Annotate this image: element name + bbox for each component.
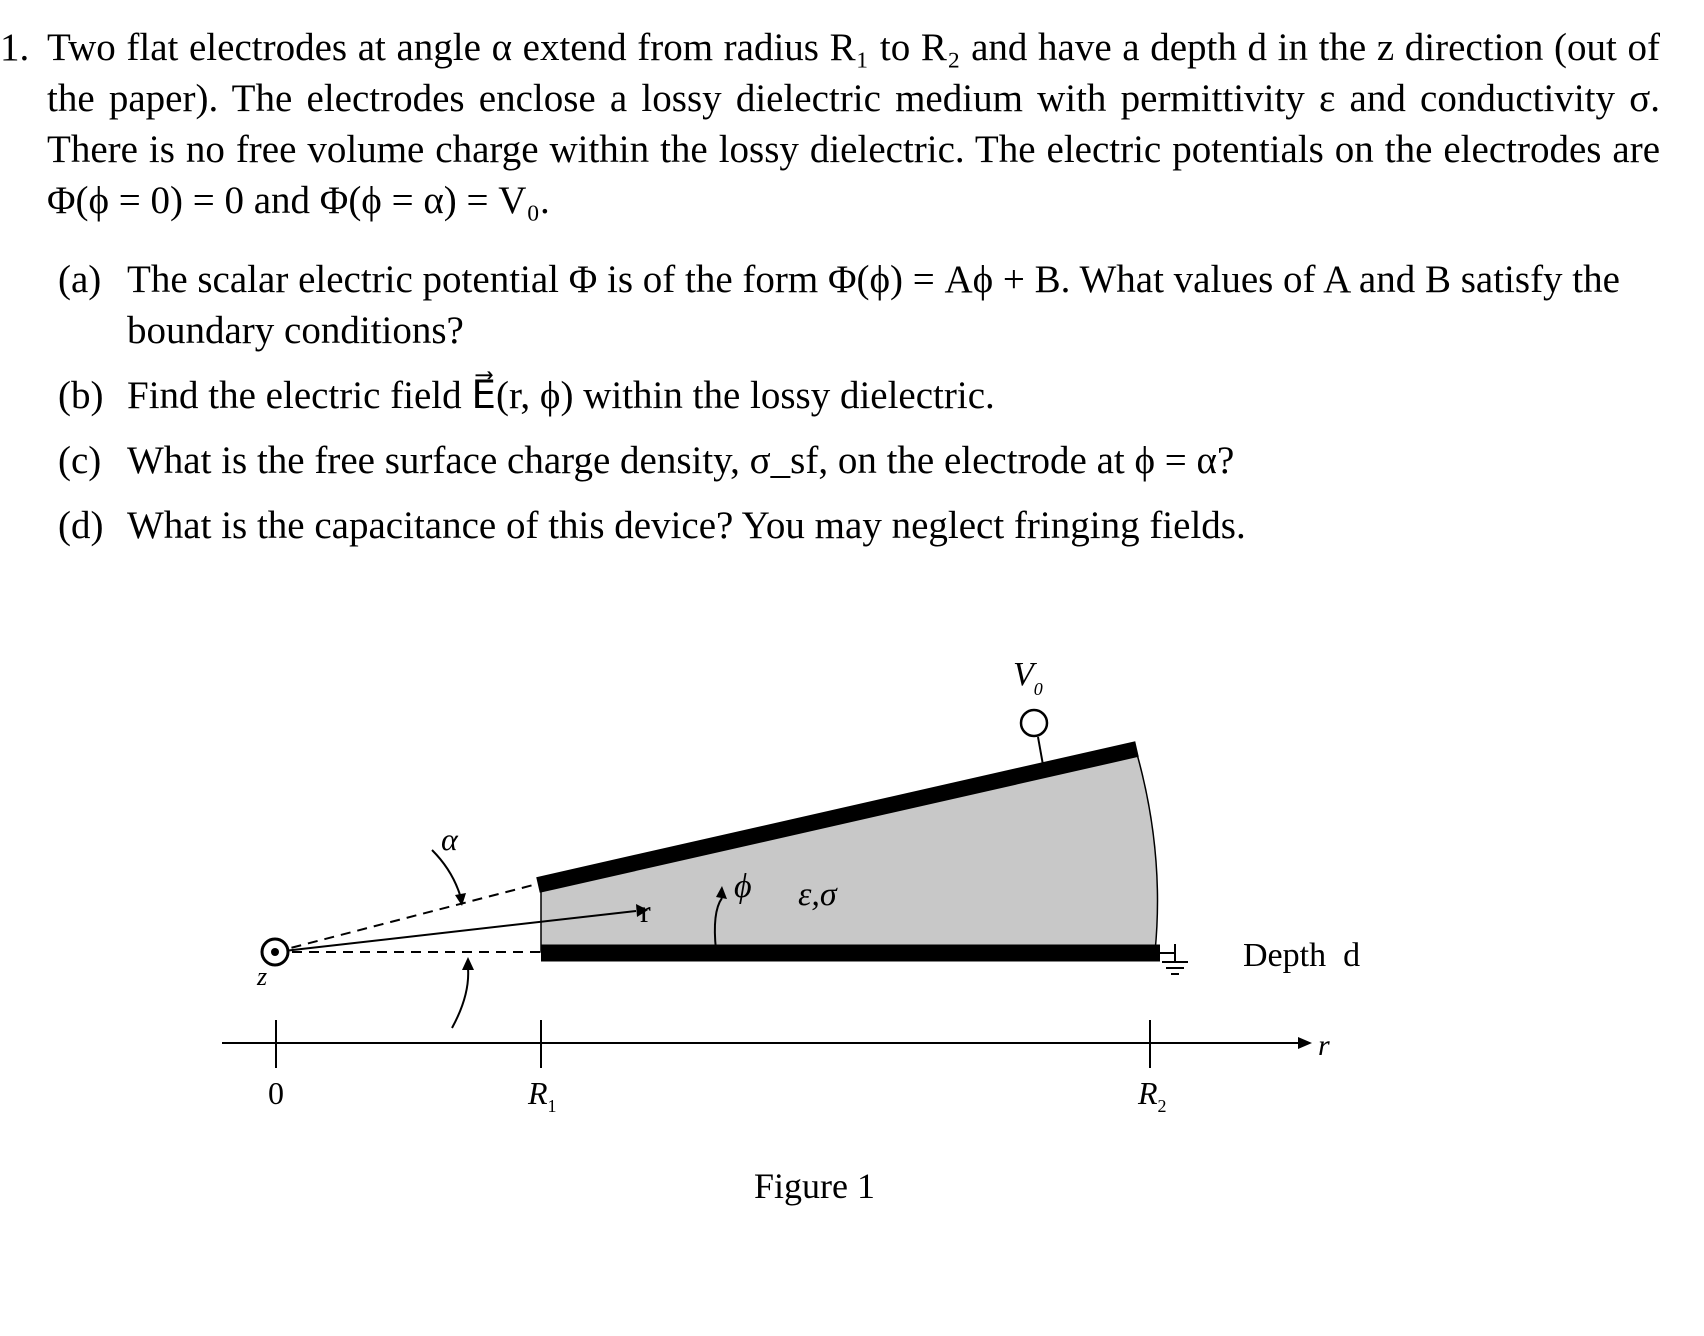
- problem-stem-text: Two flat electrodes at angle α extend from radius R₁ to R₂ and have a depth d in the z direction (out of the paper). The electrodes enclose a lossy dielectric medium with permittivity ε and conductivity σ. There is no free volume charge within the lossy dielectric. The electric potentials on the electrodes are Φ(ϕ = 0) = 0 and Φ(ϕ = α) = V₀.: [47, 26, 1660, 222]
- tick-r2-main: R: [1138, 1075, 1158, 1111]
- part-d: [0, 500, 1660, 551]
- part-d-label: (d): [58, 504, 104, 547]
- depth-label: Depth d: [1243, 937, 1361, 974]
- figure-caption: Figure 1: [754, 1166, 875, 1206]
- problem-1: [0, 22, 1660, 565]
- part-b: [0, 370, 1660, 421]
- problem-parts: [0, 254, 1660, 551]
- dielectric-region: [541, 747, 1158, 952]
- part-a: [0, 254, 1660, 356]
- part-c-text: What is the free surface charge density, σ_sf, on the electrode at ϕ = α?: [127, 439, 1235, 482]
- medium-label: ε,σ: [798, 876, 837, 913]
- tick-r2-sub: 2: [1157, 1096, 1167, 1116]
- z-label: z: [257, 962, 268, 991]
- v0-lead: [1038, 737, 1043, 765]
- dashed-line-top: [275, 883, 541, 952]
- v0-label-main: V: [1013, 656, 1034, 693]
- part-b-text: Find the electric field E⃗(r, ϕ) within the lossy dielectric.: [127, 374, 995, 417]
- v0-label: [1013, 656, 1043, 699]
- tick-r1-label: [527, 1075, 557, 1116]
- r-axis-label: r: [1318, 1029, 1330, 1062]
- figure-1: [0, 640, 1704, 1240]
- figure-svg: [0, 640, 1704, 1240]
- v0-terminal: [1021, 710, 1047, 736]
- tick-r1-main: R: [528, 1075, 548, 1111]
- v0-label-sub: 0: [1033, 679, 1043, 699]
- part-d-text: What is the capacitance of this device? You may neglect fringing fields.: [127, 504, 1246, 547]
- alpha-arrow-bottom: [452, 968, 468, 1028]
- z-axis-dot: [271, 948, 279, 956]
- alpha-arrow-bottom-head: [462, 957, 474, 970]
- part-a-label: (a): [58, 258, 102, 301]
- r-vector-label: r: [640, 893, 651, 929]
- problem-number: 1.: [0, 26, 30, 69]
- ground-icon: [1160, 944, 1188, 974]
- phi-label: ϕ: [734, 868, 752, 905]
- tick-0-label: 0: [268, 1075, 284, 1111]
- problem-stem: [0, 22, 1660, 226]
- alpha-label: α: [441, 821, 458, 857]
- tick-r2-label: [1137, 1075, 1167, 1116]
- part-c: [0, 435, 1660, 486]
- tick-r1-sub: 1: [547, 1096, 557, 1116]
- r-axis-arrowhead: [1298, 1037, 1312, 1049]
- part-b-label: (b): [58, 374, 104, 417]
- part-c-label: (c): [58, 439, 102, 482]
- part-a-text: The scalar electric potential Φ is of the form Φ(ϕ) = Aϕ + B. What values of A and B satisfy the boundary conditions?: [127, 258, 1620, 352]
